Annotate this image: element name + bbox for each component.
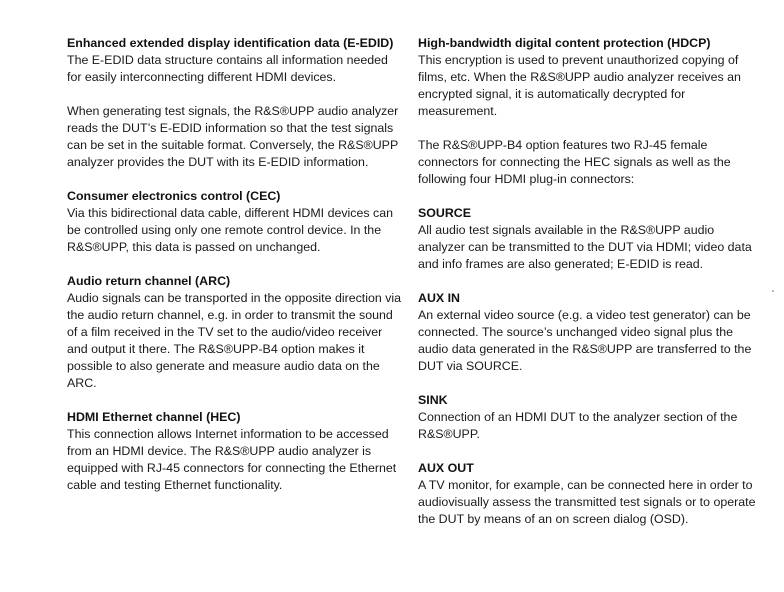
- section-paragraph: An external video source (e.g. a video test generator) can be connected. The source’s unchanged video signal plus the audio data generated in the R&S®UPP are transferred to the DUT via SOURCE.: [418, 308, 752, 373]
- section-cec: [67, 188, 402, 256]
- section-heading: Consumer electronics control (CEC): [67, 189, 281, 203]
- section-paragraph: A TV monitor, for example, can be connected here in order to audiovisually assess the transmitted test signals or to operate the DUT by means of an on screen dialog (OSD).: [418, 478, 756, 526]
- left-column: [67, 35, 402, 511]
- section-aux-in: [418, 290, 763, 375]
- section-arc: [67, 273, 402, 392]
- section-hdcp: [418, 35, 763, 188]
- section-paragraph: Connection of an HDMI DUT to the analyzer section of the R&S®UPP.: [418, 410, 738, 441]
- section-heading: High-bandwidth digital content protection (HDCP): [418, 36, 711, 50]
- section-heading: Audio return channel (ARC): [67, 274, 231, 288]
- section-paragraph: This connection allows Internet information to be accessed from an HDMI device. The R&S®UPP audio analyzer is equipped with RJ-45 connectors for connecting the Ethernet cable and testing Ethernet functionality.: [67, 427, 397, 492]
- right-column: [418, 35, 763, 545]
- section-paragraph: The E-EDID data structure contains all information needed for easily interconnecting different HDMI devices.: [67, 53, 388, 84]
- section-heading: AUX OUT: [418, 461, 474, 475]
- section-heading: AUX IN: [418, 291, 460, 305]
- section-paragraph: Via this bidirectional data cable, different HDMI devices can be controlled using only one remote control device. In the R&S®UPP, this data is passed on unchanged.: [67, 206, 394, 254]
- section-paragraph: Audio signals can be transported in the opposite direction via the audio return channel, e.g. in order to transmit the sound of a film received in the TV set to the audio/video receiver and output it there. The R&S®UPP-B4 option makes it possible to also generate and measure audio data on the ARC.: [67, 291, 402, 390]
- section-heading: Enhanced extended display identification data (E-EDID): [67, 36, 394, 50]
- section-heading: HDMI Ethernet channel (HEC): [67, 410, 241, 424]
- section-hec: [67, 409, 402, 494]
- section-paragraph: The R&S®UPP-B4 option features two RJ-45 female connectors for connecting the HEC signals as well as the following four HDMI plug-in connectors:: [418, 138, 731, 186]
- section-paragraph: When generating test signals, the R&S®UPP audio analyzer reads the DUT’s E-EDID information so that the test signals can be set in the suitable format. Conversely, the R&S®UPP analyzer provides the DUT with its E-EDID information.: [67, 104, 399, 169]
- section-sink: [418, 392, 763, 443]
- page-edge-mark: [772, 290, 774, 292]
- section-source: [418, 205, 763, 273]
- section-heading: SOURCE: [418, 206, 472, 220]
- section-paragraph: All audio test signals available in the R&S®UPP audio analyzer can be transmitted to the DUT via HDMI; video data and info frames are also generated; E-EDID is read.: [418, 223, 752, 271]
- section-e-edid: [67, 35, 402, 171]
- section-paragraph: This encryption is used to prevent unauthorized copying of films, etc. When the R&S®UPP audio analyzer receives an encrypted signal, it is automatically decrypted for measurement.: [418, 53, 741, 118]
- section-aux-out: [418, 460, 763, 528]
- section-heading: SINK: [418, 393, 448, 407]
